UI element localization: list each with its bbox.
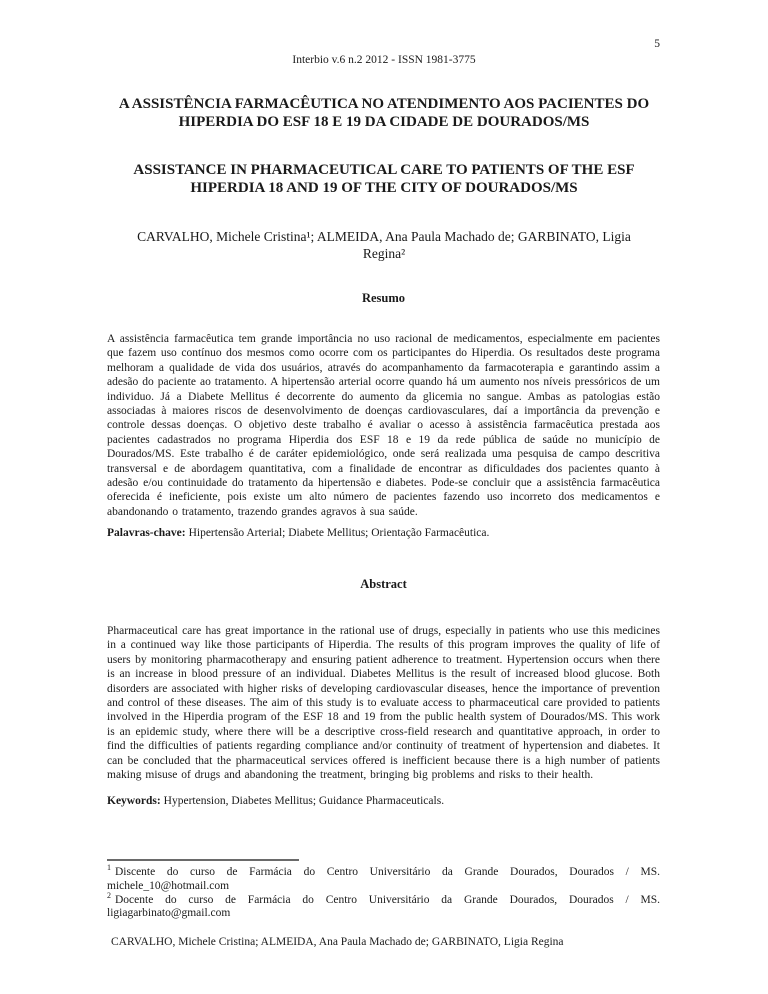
palavras-chave-label: Palavras-chave: [107, 527, 186, 539]
footnote-area [107, 859, 660, 921]
footnote-2-marker: 2 [107, 890, 111, 900]
footnote-1-text: Discente do curso de Farmácia do Centro Universitário da Grande Dourados, Dourados / MS. michele_10@hotmail.com [107, 866, 660, 892]
title-english-line-1: ASSISTANCE IN PHARMACEUTICAL CARE TO PATIENTS OF THE ESF [133, 162, 635, 178]
abstract-paragraph: Pharmaceutical care has great importance in the rational use of drugs, especially in patients who use this medicines in a continued way like those participants of Hiperdia. The results of this program improves the quality of life of users by monitoring pharmacotherapy and ensuring patient adherence to treatment. Hypertension occurs when there is an increase in blood pressure of an individual. Diabetes Mellitus is the result of increased blood glucose. Both disorders are associated with higher risks of developing cardiovascular diseases, hence the importance of prevention and control of these diseases. The aim of this study is to evaluate access to pharmaceutical care provided to patients involved in the Hiperdia program of the ESF 18 and 19 from the public health system of Dourados/MS. This work is an epidemic study, where there will be a descriptive cross-field research and quantitative approach, in order to find the difficulties of patients regarding compliance and/or continuity of treatment of hypertension and diabetes. It can be concluded that the pharmaceutical services offered is inefficient because there is a high number of patients making misuse of drugs and abandoning the treatment, bringing big problems and risks to their health. [107, 625, 660, 782]
authors-line-2: Regina² [362, 246, 406, 261]
footer-citation: CARVALHO, Michele Cristina; ALMEIDA, Ana Paula Machado de; GARBINATO, Ligia Regina [111, 936, 564, 948]
title-portuguese-line-1: A ASSISTÊNCIA FARMACÊUTICA NO ATENDIMENTO AOS PACIENTES DO [118, 96, 650, 112]
authors-line-1: CARVALHO, Michele Cristina¹; ALMEIDA, Ana Paula Machado de; GARBINATO, Ligia [137, 229, 631, 244]
resumo-paragraph: A assistência farmacêutica tem grande importância no uso racional de medicamentos, especialmente em pacientes que fazem uso contínuo dos mesmos como ocorre com os participantes do Hiperdia. Os resultados deste programa melhoram a qualidade de vida dos usuários, através do acompanhamento da farmacoterapia e garantindo assim a adesão do paciente ao tratamento. A hipertensão arterial ocorre quando há um aumento nos níveis pressóricos de um individuo. Já a Diabete Mellitus é decorrente do aumento da glicemia no sangue. Ambas as patologias estão associadas à maiores riscos de desenvolvimento de doenças cardiovasculares, daí a importância da prevenção e controle dessas doenças. O objetivo deste trabalho é avaliar o acesso à assistência farmacêutica prestada aos pacientes cadastrados no programa Hiperdia dos ESF 18 e 19 da rede pública de saúde no município de Dourados/MS. Este trabalho é de caráter epidemiológico, onde será realizada uma pesquisa de campo descritiva transversal e de abordagem quantitativa, com a finalidade de encontrar as dificuldades dos pacientes quanto à adesão e/ou continuidade do tratamento da hipertensão e diabetes. Pode-se concluir que a assistência farmacêutica oferecida é ineficiente, pois existe um alto número de pacientes fazendo uso incorreto dos medicamentos e abandonando o tratamento, trazendo grandes agravos à sua saúde. [107, 333, 660, 518]
footnote-1 [107, 863, 660, 894]
keywords-text: Hypertension, Diabetes Mellitus; Guidance Pharmaceuticals. [163, 795, 445, 807]
footnote-2-text: Docente do curso de Farmácia do Centro Universitário da Grande Dourados, Dourados / MS. ligiagarbinato@gmail.com [107, 893, 660, 920]
title-portuguese-line-2: HIPERDIA DO ESF 18 E 19 DA CIDADE DE DOURADOS/MS [178, 113, 590, 130]
journal-header: Interbio v.6 n.2 2012 - ISSN 1981-3775 [292, 54, 476, 66]
title-english [50, 162, 718, 197]
resumo-heading: Resumo [361, 291, 406, 305]
title-portuguese [50, 96, 718, 131]
keywords-label: Keywords: [107, 795, 161, 807]
footnote-1-marker: 1 [107, 863, 111, 873]
palavras-chave-text: Hipertensão Arterial; Diabete Mellitus; Orientação Farmacêutica. [188, 527, 490, 539]
footnote-separator-rule [107, 859, 299, 861]
authors-line [50, 228, 718, 262]
footnote-2 [107, 890, 660, 922]
title-english-line-2: HIPERDIA 18 AND 19 OF THE CITY OF DOURADOS/MS [190, 179, 578, 196]
abstract-heading: Abstract [360, 577, 407, 591]
palavras-chave-line [107, 526, 660, 540]
page-number: 5 [654, 38, 660, 50]
keywords-line [107, 794, 660, 808]
